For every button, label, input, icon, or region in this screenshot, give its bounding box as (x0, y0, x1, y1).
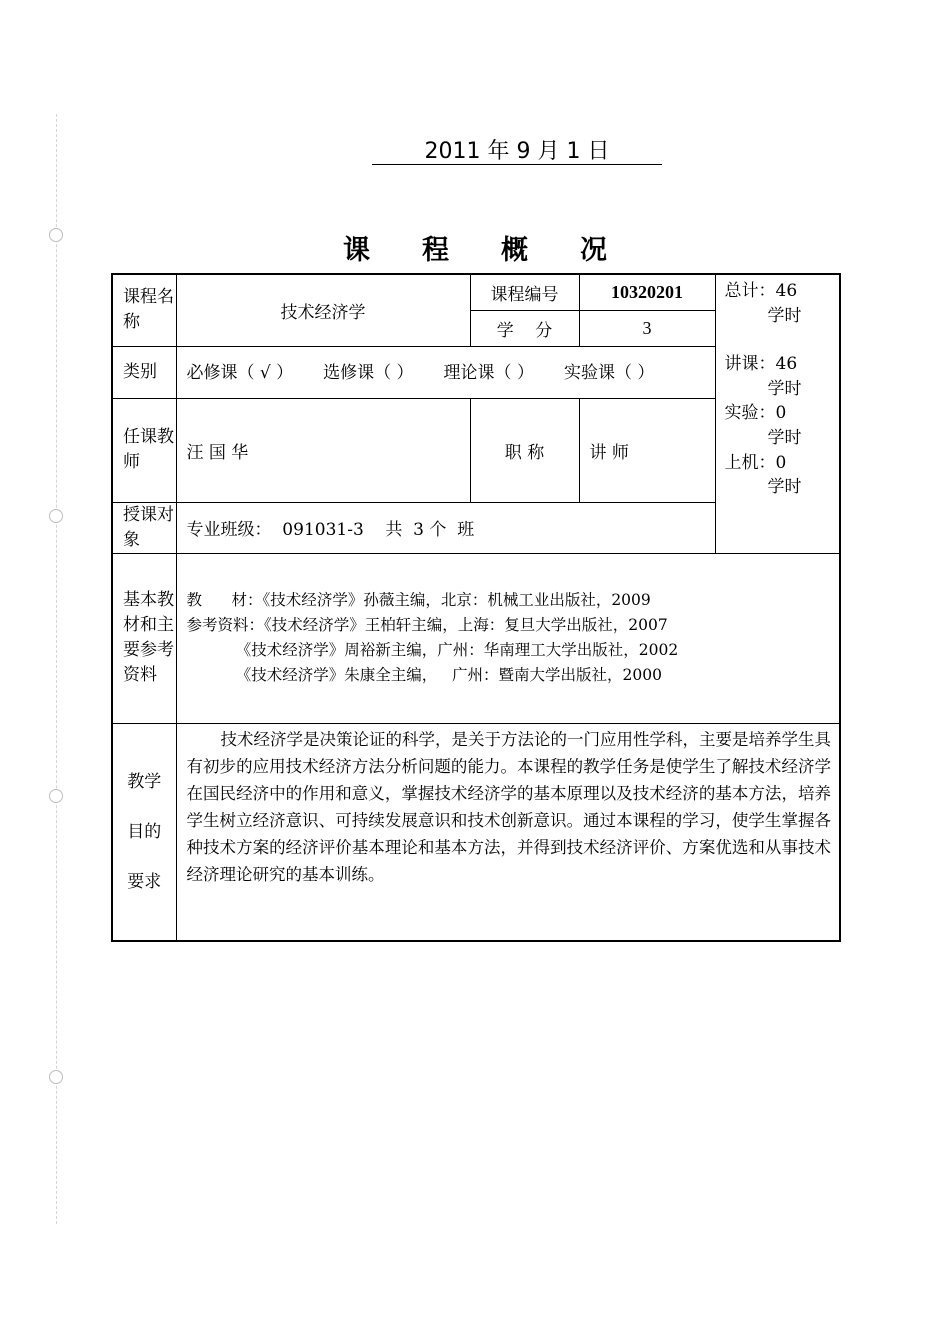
category-required: 必修课（ √ ） (186, 363, 294, 383)
title-label: 职 称 (470, 398, 579, 502)
hours-computer: 上机：0 (724, 452, 787, 473)
category-label: 类别 (112, 346, 176, 398)
binding-hole-icon (49, 1070, 63, 1084)
objective-label (112, 723, 176, 941)
binding-hole-icon (49, 509, 63, 523)
textbook-line: 教 材：《技术经济学》孙薇主编，北京：机械工业出版社，2009 (186, 591, 651, 609)
hours-cell (715, 274, 840, 553)
hours-total-unit: 学时 (767, 305, 802, 326)
page-title (0, 228, 950, 267)
category-experiment: 实验课（ ） (563, 363, 655, 383)
objective-label-line: 要求 (127, 871, 162, 892)
category-options (176, 346, 715, 398)
textbook-line: 《技术经济学》周裕新主编，广州：华南理工大学出版社，2002 (186, 641, 679, 659)
course-name: 技术经济学 (176, 274, 470, 346)
hours-lecture: 讲课：46 (724, 354, 798, 375)
textbook-line: 参考资料：《技术经济学》王柏轩主编，上海：复旦大学出版社，2007 (186, 616, 668, 634)
credits-label: 学 分 (470, 310, 579, 346)
objective-text (176, 723, 840, 941)
title-char: 课 (343, 235, 370, 266)
audience-label: 授课对象 (112, 502, 176, 553)
title-char: 概 (501, 235, 528, 266)
teacher-title: 讲 师 (579, 398, 715, 502)
textbooks-list (176, 553, 840, 723)
teacher-label: 任课教师 (112, 398, 176, 502)
category-elective: 选修课（ ） (323, 363, 414, 383)
objective-label-line: 目的 (127, 821, 162, 842)
hours-total: 总计：46 (724, 281, 798, 301)
textbooks-label: 基本教材和主要参考资料 (112, 553, 176, 723)
textbook-line: 《技术经济学》朱康全主编， 广州：暨南大学出版社，2000 (186, 666, 662, 684)
binding-hole-icon (49, 789, 63, 803)
hours-computer-unit: 学时 (767, 477, 802, 498)
hours-lab-unit: 学时 (767, 427, 802, 448)
credits-value: 3 (579, 310, 715, 346)
hours-lab: 实验：0 (724, 403, 787, 424)
audience-value: 专业班级： 091031-3 共 3 个 班 (176, 502, 715, 553)
course-code: 10320201 (579, 274, 715, 310)
course-overview-table (111, 273, 841, 942)
teacher-name: 汪 国 华 (176, 398, 470, 502)
hours-lecture-unit: 学时 (767, 378, 802, 399)
date-field: 2011 年 9 月 1 日 (372, 134, 662, 165)
objective-paragraph: 技术经济学是决策论证的科学，是关于方法论的一门应用性学科，主要是培养学生具有初步的应用技术经济方法分析问题的能力。本课程的教学任务是使学生了解技术经济学在国民经济中的作用和意义，掌握技术经济学的基本原理以及技术经济的基本方法，培养学生树立经济意识、可持续发展意识和技术创新意识。通过本课程的学习，使学生掌握各种技术方案的经济评价基本理论和基本方法，并得到技术经济评价、方案优选和从事技术经济理论研究的基本训练。 (186, 729, 831, 884)
binding-margin-line (56, 114, 57, 1224)
objective-label-line: 教学 (127, 771, 162, 792)
course-name-label: 课程名称 (112, 274, 176, 346)
category-theory: 理论课（ ） (443, 363, 534, 383)
course-code-label: 课程编号 (470, 274, 579, 310)
title-char: 况 (580, 235, 607, 266)
title-char: 程 (422, 235, 449, 266)
